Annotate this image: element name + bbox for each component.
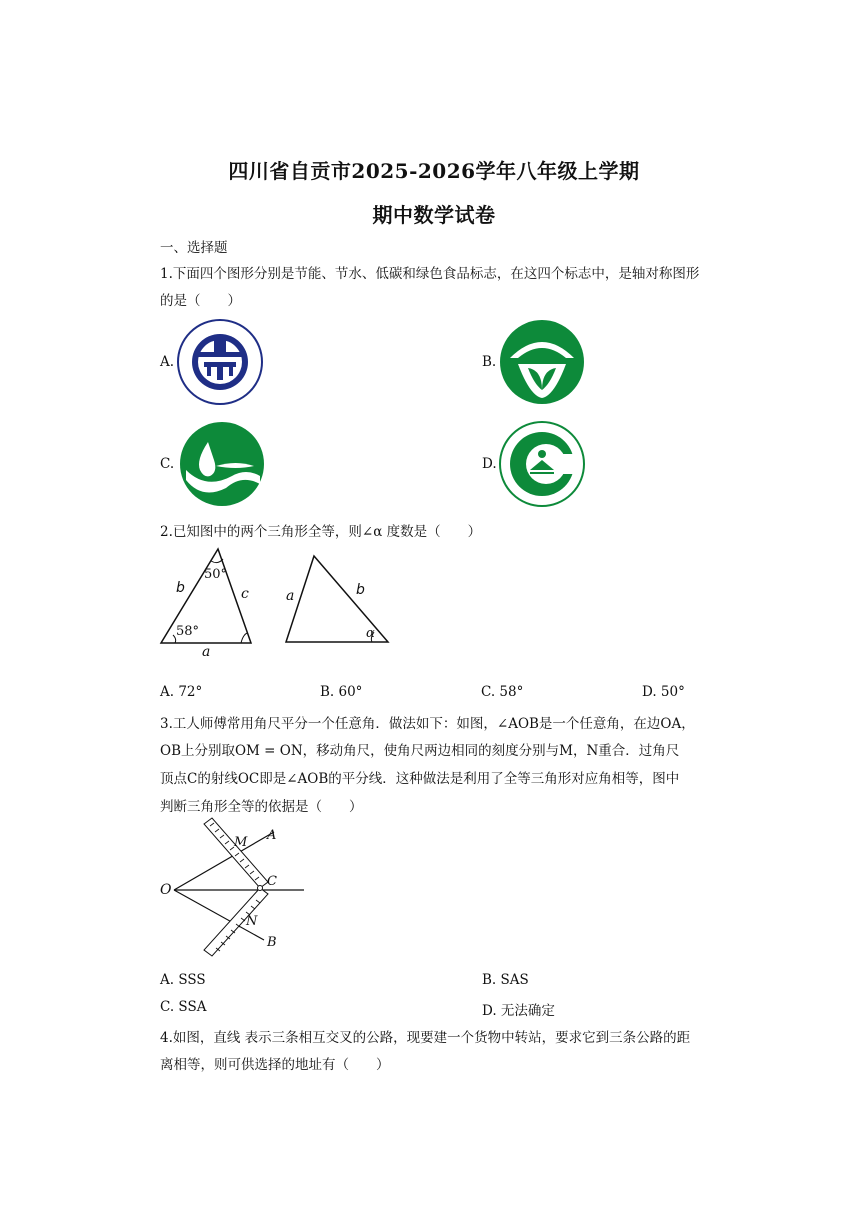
q2-option-a: A. 72° bbox=[160, 684, 203, 700]
fig2-side-a: a bbox=[286, 588, 295, 604]
point-label-b: B bbox=[267, 935, 277, 950]
q3-stem-line2: OB上分别取OM = ON，移动角尺，使角尺两边相同的刻度分别与M，N重合．过角尺 bbox=[160, 743, 680, 759]
fig1-side-c: c bbox=[241, 586, 249, 602]
energy-saving-logo bbox=[174, 318, 266, 406]
q3-stem-line3: 顶点C的射线OC即是∠AOB的平分线．这种做法是利用了全等三角形对应角相等，图中 bbox=[160, 771, 680, 787]
q1-stem-line1: 1.下面四个图形分别是节能、节水、低碳和绿色食品标志，在这四个标志中，是轴对称图形 bbox=[160, 266, 700, 282]
fig2-side-b: b bbox=[356, 582, 365, 598]
q1-option-b-label: B. bbox=[482, 354, 497, 370]
section-label: 一、选择题 bbox=[160, 240, 228, 256]
fig2-angle-alpha: α bbox=[366, 626, 375, 641]
q1-option-c-label: C. bbox=[160, 456, 175, 472]
q2-option-c: C. 58° bbox=[481, 684, 524, 700]
q4-stem-line1: 4.如图，直线 表示三条相互交叉的公路，现要建一个货物中转站，要求它到三条公路的距 bbox=[160, 1030, 691, 1046]
point-label-c: C bbox=[267, 874, 277, 889]
fig1-side-a: a bbox=[202, 644, 211, 660]
fig1-top-angle: 50° bbox=[204, 567, 228, 582]
q3-option-b: B. SAS bbox=[482, 972, 529, 988]
q2-option-d: D. 50° bbox=[642, 684, 685, 700]
q2-option-b: B. 60° bbox=[320, 684, 363, 700]
q3-option-c: C. SSA bbox=[160, 999, 207, 1015]
q4-stem-line2: 离相等，则可供选择的地址有（ ） bbox=[160, 1057, 390, 1073]
q1-stem-line2: 的是（ ） bbox=[160, 293, 241, 309]
page-title: 四川省自贡市2025-2026学年八年级上学期 bbox=[228, 159, 640, 183]
water-saving-logo bbox=[176, 420, 268, 508]
point-label-n: N bbox=[246, 914, 258, 929]
q1-option-d-label: D. bbox=[482, 456, 497, 472]
point-label-m: M bbox=[234, 835, 248, 850]
q3-stem-line4: 判断三角形全等的依据是（ ） bbox=[160, 799, 363, 815]
page-subtitle: 期中数学试卷 bbox=[372, 203, 496, 227]
triangle-figure-2 bbox=[280, 550, 395, 650]
q2-stem: 2.已知图中的两个三角形全等，则∠α 度数是（ ） bbox=[160, 524, 482, 540]
q3-option-d: D. 无法确定 bbox=[482, 1003, 555, 1019]
low-carbon-logo bbox=[496, 420, 588, 508]
fig1-side-b: b bbox=[176, 580, 185, 596]
fig1-bottom-angle: 58° bbox=[176, 624, 200, 639]
q1-option-a-label: A. bbox=[160, 354, 175, 370]
point-label-o: O bbox=[160, 882, 172, 898]
q3-stem-line1: 3.工人师傅常用角尺平分一个任意角．做法如下：如图，∠AOB是一个任意角，在边OA， bbox=[160, 716, 695, 732]
q3-option-a: A. SSS bbox=[160, 972, 206, 988]
green-food-logo bbox=[496, 318, 588, 406]
point-label-a: A bbox=[267, 828, 277, 843]
